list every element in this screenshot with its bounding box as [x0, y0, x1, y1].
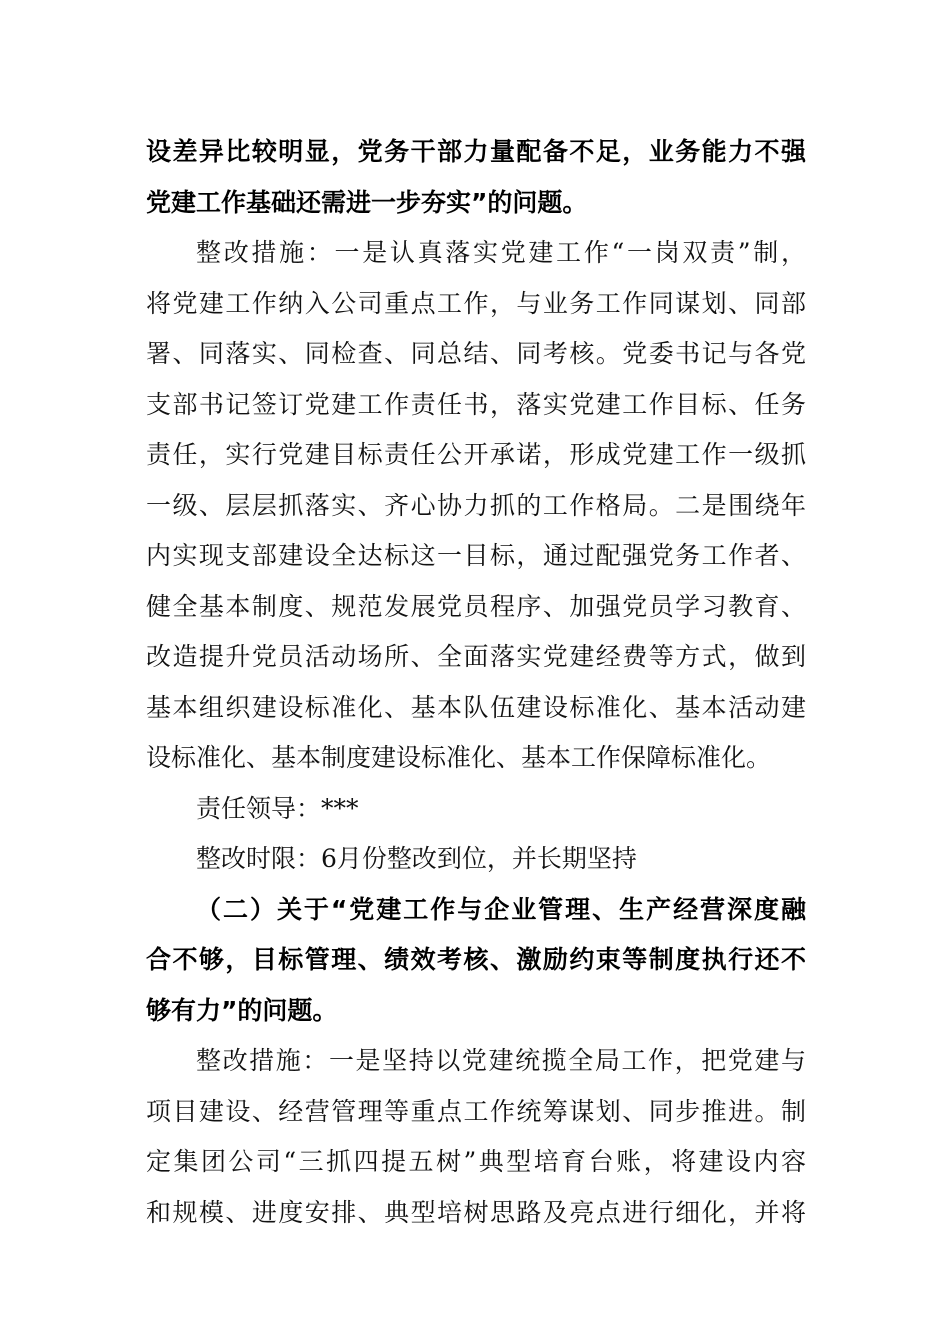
- text-line: 一级、层层抓落实、齐心协力抓的工作格局。二是围绕年: [146, 491, 806, 520]
- text-line: 基本组织建设标准化、基本队伍建设标准化、基本活动建: [146, 693, 806, 722]
- text-line: 设标准化、基本制度建设标准化、基本工作保障标准化。: [146, 743, 772, 772]
- text-line: 合不够，目标管理、绩效考核、激励约束等制度执行还不: [146, 945, 806, 974]
- text-line: 责任领导：***: [196, 794, 359, 823]
- text-line: 党建工作基础还需进一步夯实”的问题。: [146, 188, 588, 217]
- text-line: 和规模、进度安排、典型培树思路及亮点进行细化，并将: [146, 1198, 806, 1227]
- text-line: 内实现支部建设全达标这一目标，通过配强党务工作者、: [146, 541, 806, 570]
- text-line: 定集团公司“三抓四提五树”典型培育台账，将建设内容: [146, 1147, 806, 1176]
- text-line: 责任，实行党建目标责任公开承诺，形成党建工作一级抓: [146, 440, 806, 469]
- text-line: 健全基本制度、规范发展党员程序、加强党员学习教育、: [146, 592, 806, 621]
- text-line: 够有力”的问题。: [146, 996, 338, 1025]
- text-line: 整改措施：一是坚持以党建统揽全局工作，把党建与: [196, 1046, 806, 1075]
- text-line: 将党建工作纳入公司重点工作，与业务工作同谋划、同部: [146, 289, 806, 318]
- text-line: 整改措施：一是认真落实党建工作“一岗双责”制，: [196, 238, 806, 267]
- text-line: （二）关于“党建工作与企业管理、生产经营深度融: [196, 895, 806, 924]
- text-line: 设差异比较明显，党务干部力量配备不足，业务能力不强: [146, 137, 806, 166]
- text-line: 支部书记签订党建工作责任书，落实党建工作目标、任务: [146, 390, 806, 419]
- text-line: 改造提升党员活动场所、全面落实党建经费等方式，做到: [146, 642, 806, 671]
- text-line: 项目建设、经营管理等重点工作统筹谋划、同步推进。制: [146, 1097, 806, 1126]
- text-line: 整改时限：6月份整改到位，并长期坚持: [196, 844, 637, 873]
- text-line: 署、同落实、同检查、同总结、同考核。党委书记与各党: [146, 339, 806, 368]
